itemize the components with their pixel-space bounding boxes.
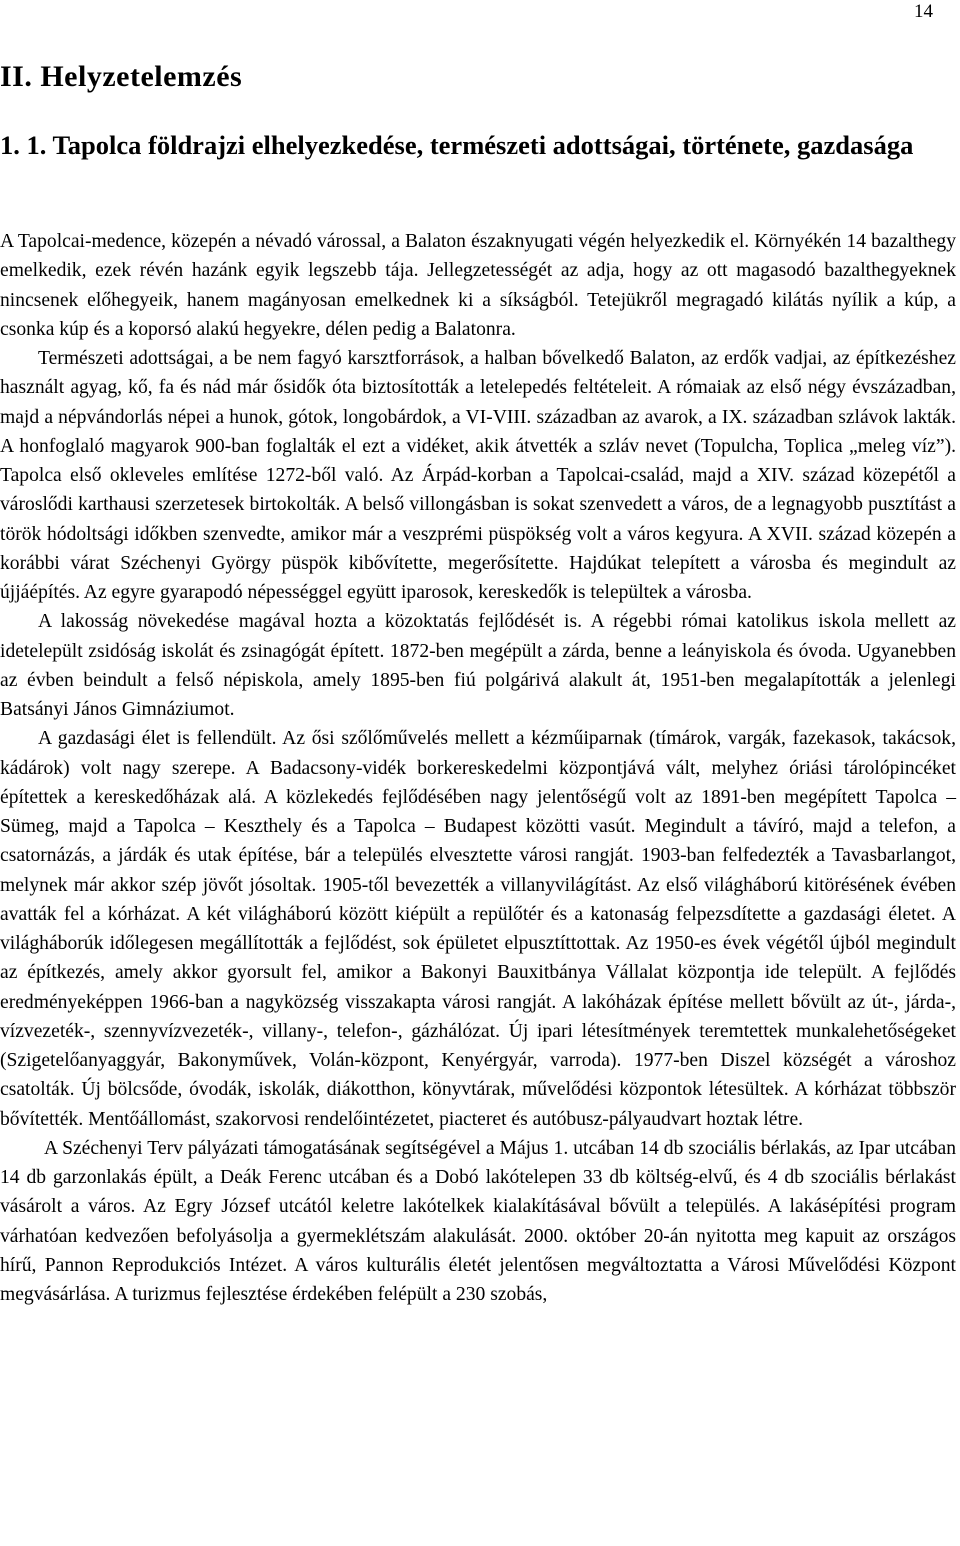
paragraph-economy: A gazdasági élet is fellendült. Az ősi szőlőművelés mellett a kézműiparnak (tímárok, vargák, fazekasok, takácsok, kádárok) volt nagy szerepe. A Badacsony-vidék borkereskedelmi központjává vált, melyhez óriási tárolópincéket építettek a kereskedőházak alá. A közlekedés fejlődésében nagy jelentőségű volt az 1891-ben megépített Tapolca – Sümeg, majd a Tapolca – Keszthely és a Tapolca – Budapest közötti vasút. Megindult a távíró, majd a telefon, a csatornázás, a járdák és utak építése, bár a település elvesztette városi rangját. 1903-ban felfedezték a Tavasbarlangot, melynek már akkor szép jövőt jósoltak. 1905-től bevezették a villanyvilágítást. Az első világháború kitörésének évében avatták fel a kórházat. A két világháború között kiépült a repülőtér és a katonaság felpezsdítette a gazdasági életet. A világháborúk időlegesen megállították a fejlődést, sok épületet elpusztíttottak. Az 1950-es évek végétől újból megindult az építkezés, amely akkor gyorsult fel, amikor a Bakonyi Bauxitbánya Vállalat központja ide települt. A fejlődés eredményeképpen 1966-ban a nagyközség visszakapta városi rangját. A lakóházak építése mellett bővült az út-, járda-, vízvezeték-, szennyvízvezeték-, villany-, telefon-, gázhálózat. Új ipari létesítmények teremtettek munkalehetőségeket (Szigetelőanyaggyár, Bakonyművek, Volán-központ, Kenyérgyár, varroda). 1977-ben Diszel községét a városhoz csatolták. Új bölcsőde, óvodák, iskolák, diákotthon, könyvtárak, művelődési központok létesültek. A kórházat többször bővítették. Mentőállomást, szakorvosi rendelőintézetet, piacteret és autóbusz-pályaudvart hoztak létre. [0, 728, 956, 1130]
paragraph-history: Természeti adottságai, a be nem fagyó karsztforrások, a halban bővelkedő Balaton, az erdők vadjai, az építkezéshez használt agyag, kő, fa és nád már ősidők óta biztosították a letelepedés feltételeit. A rómaiak az első négy évszázadban, majd a népvándorlás népei a hunok, gótok, longobárdok, a VI-VIII. században az avarok, a IX. században szlávok lakták. A honfoglaló magyarok 900-ban foglalták el ezt a vidéket, akik átvették a szláv nevet (Topulcha, Toplica „meleg víz”). Tapolca első okleveles említése 1272-ből való. Az Árpád-korban a Tapolcai-család, majd a XIV. század közepétől a városlődi karthausi szerzetesek birtokolták. A belső villongásban is sokat szenvedett a város, de a legnagyobb pusztítást a török hódoltsági időkben szenvedte, amikor már a veszprémi püspökség volt a város kegyura. A XVII. század közepén a korábbi várat Széchenyi György püspök kibővítette, megerősítette. Hajdúkat telepített a városba és megindult az újjáépítés. Az egyre gyarapodó népességgel együtt iparosok, kereskedők is települtek a városba. [0, 348, 956, 603]
document-body [0, 227, 956, 1309]
paragraph-education: A lakosság növekedése magával hozta a közoktatás fejlődését is. A régebbi római katolikus iskola mellett az idetelepült zsidóság iskolát és zsinagógát épített. 1872-ben megépült a zárda, benne a leányiskola és óvoda. Ugyanebben az évben beindult a felső népiskola, amely 1895-ben fiú polgárivá alakult át, 1951-ben megalapították a jelenlegi Batsányi János Gimnáziumot. [0, 611, 956, 720]
chapter-title: II. Helyzetelemzés [0, 60, 243, 93]
paragraph-geography: A Tapolcai-medence, közepén a névadó várossal, a Balaton északnyugati végén helyezkedik el. Környékén 14 bazalthegy emelkedik, ezek révén hazánk egyik legszebb tája. Jellegzetességét az adja, hogy az ott magasodó bazalthegyeknek nincsenek előhegyeik, hanem magányosan emelkednek ki a síkságból. Tetejükről megragadó kilátás nyílik a kúp, a csonka kúp és a koporsó alakú hegyekre, délen pedig a Balatonra. [0, 231, 956, 340]
section-title: 1. 1. Tapolca földrajzi elhelyezkedése, természeti adottságai, története, gazdasága [0, 130, 914, 160]
paragraph-development: A Széchenyi Terv pályázati támogatásának segítségével a Május 1. utcában 14 db szociális bérlakás, az Ipar utcában 14 db garzonlakás épült, a Deák Ferenc utcában és a Dobó lakótelepen 33 db költség-elvű, és 4 db szociális bérlakást vásárolt a város. Az Egry József utcától keletre lakótelkek kialakításával bővült a település. A lakásépítési program várhatóan kedvezően befolyásolja a gyermeklétszám alakulását. 2000. október 20-án nyitotta meg kapuit az országos hírű, Pannon Reprodukciós Intézet. A város kulturális életét jelentősen megváltoztatta a Városi Művelődési Központ megvásárlása. A turizmus fejlesztése érdekében felépült a 230 szobás, [0, 1137, 956, 1305]
page-number: 14 [914, 1, 933, 22]
